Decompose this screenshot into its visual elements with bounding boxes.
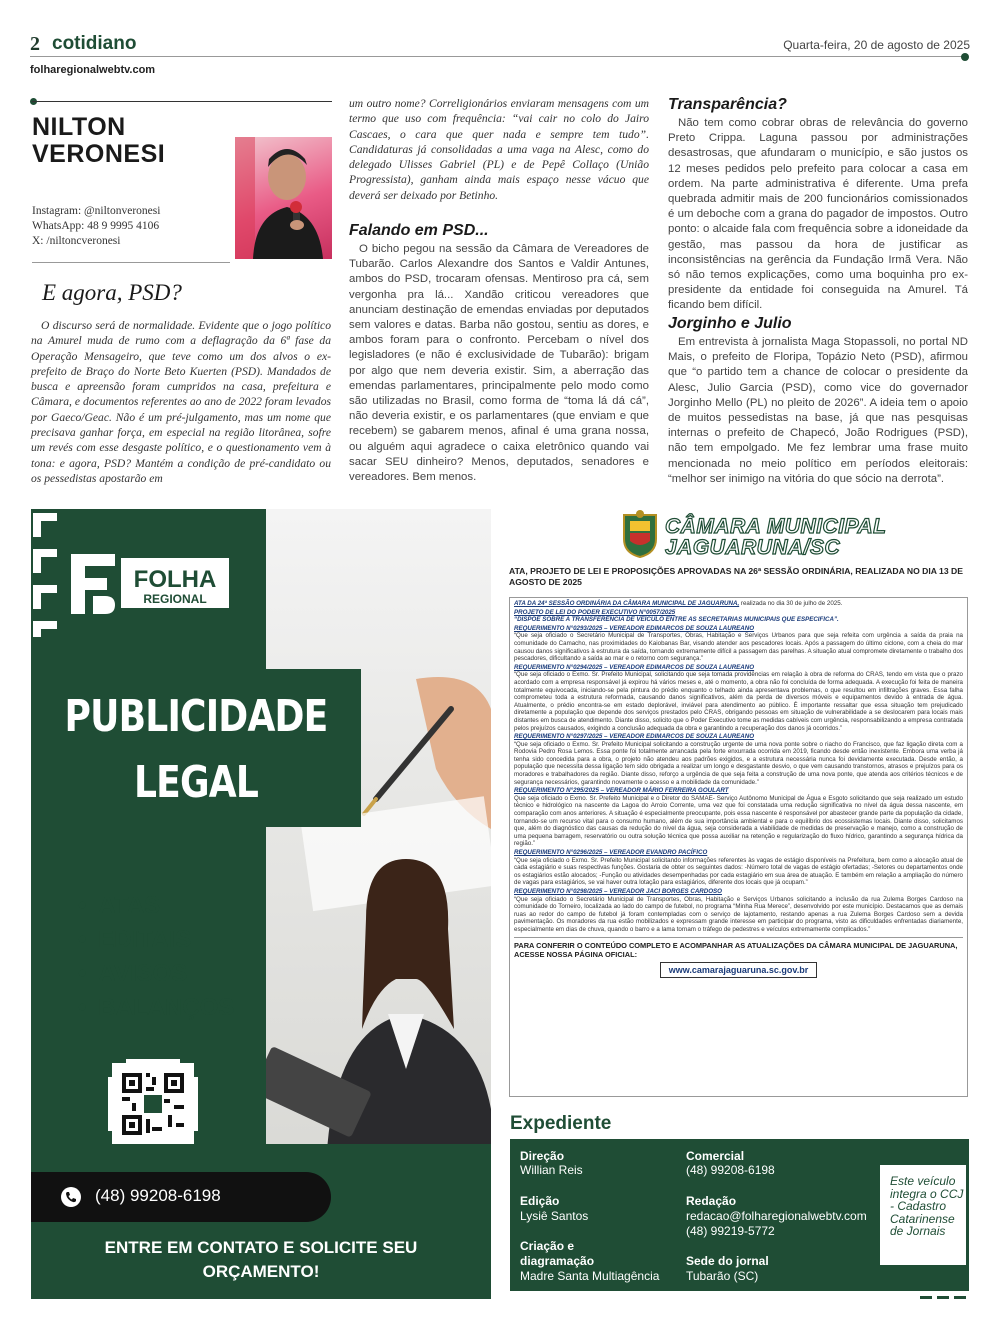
issue-date: Quarta-feira, 20 de agosto de 2025	[783, 38, 970, 52]
comercial-label: Comercial	[686, 1149, 745, 1163]
ata-content-box	[509, 597, 968, 1097]
edicao-label: Edição	[520, 1194, 560, 1208]
project-description: “DISPÕE SOBRE A TRANSFERÊNCIA DE VEÍCULO ENTRE AS SECRETARIAS MUNICIPAIS QUE ESPECIFICA”.	[514, 616, 839, 624]
ad-photo	[266, 509, 491, 1169]
ad-service-item: • ATAS	[78, 889, 234, 923]
ad-title-line-2: LEGAL	[133, 757, 259, 808]
column-title: E agora, PSD?	[42, 280, 182, 305]
camara-website-link[interactable]: www.camarajaguaruna.sc.gov.br	[660, 962, 818, 978]
sede-label: Sede do jornal	[686, 1254, 769, 1268]
criacao-label: Criação e diagramação	[520, 1239, 595, 1268]
folha-regional-logo-icon	[71, 554, 231, 614]
site-url[interactable]: folharegionalwebtv.com	[30, 64, 156, 76]
column-paragraph-3: O bicho pegou na sessão da Câmara de Vereadores de Tubarão. Carlos Alexandre dos Santos e Valdir Antunes, ambos do PSD, trocaram ofensas. Mentiroso pra cá, sem vergonha pra lá... Xandão criticou vereadores que anunciam destinação de emendas enviadas por deputados sem valores e datas. Barba não gostou, sentiu as dores, e ambos foram para o confronto. Percebam o nível dos legisladores (e não é exclusividade de Tubarão): brigam por algo que nem deveria existir. Sim, a aberração das emendas parlamentares, principalmente pelo modo como são utilizadas no Brasil, como forma de “toma lá dá cá”, não deveria existir, e os parlamentares (que enviam e que recebem) se gabarem menos, afinal é uma grana nossa, ou alguém aqui agradece o caixa eletrônico quando vai sacar SEU dinheiro? Menos, deputados, senadores e vereadores. Bem menos.	[349, 243, 649, 484]
ata-date: realizada no dia 30 de julho de 2025.	[739, 600, 843, 607]
column-rule	[32, 101, 332, 102]
redacao-label: Redação	[686, 1194, 737, 1208]
ad-title	[61, 684, 332, 816]
camara-name-line-2: JAGUARUNA/SC	[665, 536, 841, 559]
ad-service-item: • EDITAIS	[78, 923, 234, 957]
header-rule-dot	[961, 53, 969, 61]
camara-name-line-1: CÂMARA MUNICIPAL	[665, 515, 887, 538]
requerimento-title: REQUERIMENTO N°0296/2025 – VEREADOR EVANDRO PACÍFICO	[514, 849, 708, 856]
logo-word-folha: FOLHA	[133, 566, 217, 593]
direcao-value: Willian Reis	[520, 1163, 583, 1177]
ad-service-item: • AVISOS	[78, 957, 234, 991]
column-paragraph-2: um outro nome? Correligionários enviaram mensagens com um termo que uso com frequência: “vai cair no colo do Jairo Cascaes, o cara que quer nada e sempre tem tudo”. Candidaturas já consolidadas a uma vaga na Alesc, como do delegado Ulisses Gabriel (PL) e de Pepê Collaço (União Progressista), ganham ainda mais espaço nesse vácuo que deverá ser deixado por Betinho.	[349, 97, 649, 202]
redacao-phone[interactable]: (48) 99219-5772	[686, 1224, 775, 1238]
requerimento-text: “Que seja oficiado o Exmo. Sr. Prefeito Municipal solicitando informações referentes às vagas de estágio disponíveis na Prefeitura, bem como a alocação atual de cada estagiário e suas respectivas funções. Gostaria de obter os seguintes dados: -Número total de vagas de estágio ofertadas; -Setores ou departamentos onde os estagiários estão alocados; -Função ou atividades desempenhadas por cada estagiário em sua área de atuação. E também em relação a ampliação do número de vagas para estagiários, se vai haver outra lotação para estagiários, diferente dos locais que já ocupam.”	[514, 856, 963, 887]
ad-corner-pattern	[31, 509, 61, 639]
criacao-value: Madre Santa Multiagência	[520, 1269, 660, 1283]
redacao-email[interactable]: redacao@folharegionalwebtv.com	[686, 1209, 867, 1223]
coat-of-arms-icon	[620, 509, 660, 559]
author-contacts	[32, 204, 160, 249]
requerimento-text: “Que seja oficiado o Secretário Municipal de Transportes, Obras, Habitação e Serviços Urbanos solicitando a inclusão da rua Zulema Borges Cardoso na comunidade do Torneiro, localizada ao lado do campo de futebol, no programa “Minha Rua Merece”, desenvolvido por este município. Destacamos que as demais ruas ao redor do campo de futebol já foram contempladas com o serviço de lajotamento, restando apenas a rua Zulema Borges Cardoso sem a devida pavimentação. Os moradores da rua estão mobilizados e expressam grande interesse em participar do programa, visto as dificuldades enfrentadas diariamente, especialmente em dias de chuva, quando o barro e a lama tornam o tráfego de pedestres e veículos extremamente complicados.”	[514, 895, 963, 933]
section-title: cotidiano	[52, 33, 137, 54]
ad-service-item: • BALANÇOS	[78, 991, 234, 1025]
businesswoman-photo-icon	[266, 509, 491, 1169]
requerimento-title: REQUERIMENTO N°0297/2025 – VEREADOR EDIMARCOS DE SOUZA LAUREANO	[514, 733, 755, 741]
camara-headline: ATA, PROJETO DE LEI E PROPOSIÇÕES APROVADAS NA 26ª SESSÃO ORDINÁRIA, REALIZADA NO DIA 13 DE AGOSTO DE 2025	[509, 566, 963, 587]
sede-value: Tubarão (SC)	[686, 1269, 759, 1283]
requerimento-text: Que seja oficiado o Exmo. Sr. Prefeito Municipal e o Diretor do SAMAE- Serviço Autônomo Municipal de Água e Esgoto solicitando que seja realizado um estudo técnico e hidrológico na nascente da Lagoa do Arroio Corrente, uma vez que foi constatada uma redução significativa no nível da água dessa nascente, em comparação com anos anteriores. A situação é especialmente preocupante, pois essa nascente é responsável por abastecer grande parte da população da cidade, tornando-se um recurso vital para o consumo humano, além de sua importância ambiental e para o equilíbrio dos ecossistemas locais. Diante disso, solicitamos que, além do diagnóstico das causas da redução do nível da água, seja considerada a viabilidade de medidas de preservação e manejo, como a construção de uma pequena barragem, reservatório ou outra solução técnica que possa auxiliar na retenção e regularização do fluxo hídrico, garantindo a segurança hídrica da região.”	[514, 794, 963, 848]
subheading-jorginho-julio: Jorginho e Julio	[668, 315, 792, 332]
geometric-pattern-icon	[31, 509, 61, 639]
comercial-phone[interactable]: (48) 99208-6198	[686, 1163, 775, 1177]
folha-regional-logo	[71, 554, 231, 614]
camara-coat-of-arms	[620, 509, 660, 559]
page-number: 2	[30, 33, 40, 55]
qr-code[interactable]	[108, 1059, 198, 1149]
expediente-title: Expediente	[510, 1113, 612, 1134]
whatsapp-number[interactable]: WhatsApp: 48 9 9995 4106	[32, 220, 160, 232]
page-end-marker	[920, 1296, 968, 1299]
column-paragraph-4: Não tem como cobrar obras de relevância do governo Preto Crippa. Laguna passou por administrações desastrosas, que afundaram o município, e são justos os 12 meses pedidos pelo prefeito para colocar a casa em ordem. Na parte administrativa é diferente. Uma prefa quebrada admitir mais de 200 funcionários comissionados é um deboche com a grana do pagador de impostos. Outro ponto: o alcaide fala com frequência sobre a idoneidade da gestão, mas passou da hora de justificar as inconsistências na gerência da Fundação Irmã Vera. Não só não temos explicações, como uma boquinha pro ex-presidente da entidade foi conseguida na Amurel. Tá ficando bem difícil.	[668, 117, 968, 312]
column-paragraph-5: Em entrevista à jornalista Maga Stopassoli, no portal ND Mais, o prefeito de Floripa, Topázio Neto (PSD), afirmou que “o partido tem a chance de colocar o presidente da Alesc, Julio Garcia (PSD), como vice do governador Jorginho Mello (PL) no pleito de 2026”. A ideia tem o apoio de muitos pessedistas na base, já que nas pesquisas internas o prefeito de Chapecó, João Rodrigues (PSD), não tem empolgado. Me fez lembrar uma frase muito mencionada no meio político em períodos eleitorais: “melhor ser inimigo na vitória do que sócio na derrota”.	[668, 336, 968, 485]
x-handle[interactable]: X: /niltoncveronesi	[32, 235, 121, 247]
camara-footer-text: PARA CONFERIR O CONTEÚDO COMPLETO E ACOMPANHAR AS ATUALIZAÇÕES DA CÂMARA MUNICIPAL DE JAGUARUNA, ACESSE NOSSA PÁGINA OFICIAL:	[514, 937, 963, 959]
requerimento-text: “Que seja oficiado o Exmo. Sr. Prefeito Municipal, solicitando que seja tomada providências em relação à obra de reforma do CRAS, tendo em vista que o prazo acordado com a empresa responsável já expirou há vários meses e, até o momento, a obra não foi concluída de forma adequada. A execução foi feita de maneira totalmente equivocada, iniciando-se pela pintura do prédio enquanto o telhado ainda apresentava problemas, o que resultou em infiltrações graves. Essa falha comprometeu toda a estrutura reformada, causando danos significativos, além da perda de diversos móveis e equipamentos devido à entrada de água. Atualmente, o prédio encontra-se em estado deplorável, inviável para atendimento ao público. É importante ressaltar que essa situação tem prejudicado diretamente a população que depende dos serviços prestados pelo CRAS, obrigando pessoas em situação de vulnerabilidade a se deslocarem para locais mais distantes em busca de atendimento. Diante disso, solicito que o Poder Executivo tome as medidas cabíveis com urgência, responsabilizando a empresa contratada pelos prejuízos causados, exigindo a conclusão adequada da obra e garantindo a recuperação dos danos já ocorridos.”	[514, 671, 963, 732]
author-last-name: VERONESI	[32, 140, 166, 168]
header-rule	[30, 56, 965, 57]
author-name	[32, 114, 232, 168]
ad-phone-number[interactable]: (48) 99208-6198	[95, 1186, 221, 1205]
requerimento-title: REQUERIMENTO N°295/2025 – VEREADOR MÁRIO FERREIRA GOULART	[514, 787, 729, 795]
requerimento-title: REQUERIMENTO N°0293/2025 – VEREADOR EDIMARCOS DE SOUZA LAUREANO	[514, 624, 755, 632]
contact-divider	[32, 262, 230, 263]
ccj-note: Este veículo integra o CCJ - Cadastro Catarinense de Jornais	[880, 1165, 966, 1265]
author-portrait-icon	[235, 137, 332, 259]
author-photo	[235, 137, 332, 259]
qr-code-icon	[108, 1059, 198, 1149]
direcao-label: Direção	[520, 1149, 565, 1163]
ad-phone-bar[interactable]	[31, 1172, 331, 1222]
author-first-name: NILTON	[32, 113, 126, 141]
phone-icon	[61, 1187, 81, 1207]
ad-services-list	[78, 889, 234, 1025]
camara-name	[665, 516, 886, 558]
ad-title-line-1: PUBLICIDADE	[64, 691, 328, 742]
legal-advertising-ad	[31, 509, 491, 1299]
logo-word-regional: REGIONAL	[143, 592, 207, 606]
requerimento-text: “Que seja oficiado o Secretário Municipal de Transportes, Obras, Habitação e Serviços Urbanos para que seja refeita com urgência a saída da praia na comunidade do Camacho, nas proximidades do Kaiobanas Bar, visando atender aos pescadores locais. Após a passagem do último ciclone, com a cheia do mar causou danos significativos à estrutura da saída, tornando extremamente difícil a passagem das parelhas. A situação atual compromete diretamente o trabalho dos pescadores, dificultando a saída ao mar e o retorno com segurança.”	[514, 632, 963, 663]
requerimento-title: REQUERIMENTO N°0298/2025 – VEREADOR JACI BORGES CARDOSO	[514, 887, 722, 895]
column-paragraph-1: O discurso será de normalidade. Evidente que o jogo político na Amurel muda de rumo com a deflagração da 6ª fase da Operação Mensageiro, que teve como um dos alvos o ex-prefeito de Braço do Norte Beto Kuerten (PSD). Mandados de busca e apreensão foram cumpridos na casa, prefeitura e Câmara, e documentos referentes ao ano de 2022 foram levados por Gaeco/Geac. Não é um pré-julgamento, mas um nome que precisava ganhar força, em especial na região litorânea, sofre um revés com esse desgaste político, e o questionamento vem à tona: e agora, PSD? Mantém a condição de pré-candidato ou os pessedistas apostarão em	[31, 319, 331, 485]
ata-title: ATA DA 24ª SESSÃO ORDINÁRIA DA CÂMARA MUNICIPAL DE JAGUARUNA,	[514, 600, 740, 607]
subheading-falando-psd: Falando em PSD...	[349, 222, 489, 239]
ad-call-to-action: ENTRE EM CONTATO E SOLICITE SEU ORÇAMENTO!	[104, 1238, 418, 1281]
subheading-transparencia: Transparência?	[668, 96, 787, 113]
requerimento-text: “Que seja oficiado o Exmo. Sr. Prefeito Municipal solicitando a construção urgente de uma nova ponte sobre o riacho do Francisco, que faz ligação direta com a Rodovia Pedro Rosa Lemos. Essa ponte foi totalmente arrancada pela forte enxurrada ocorrida em 2019, ficando desde então inexistente. Embora uma verba já tenha sido concedida para a obra, o projeto não atendeu aos padrões exigidos, e a estrutura necessária nunca foi devidamente executada. Desde então, a população que necessita dessa ligação tem sido obrigada a realizar um longo e desgastante desvio, o que vem causando transtornos, atrasos e prejuízos para os moradores e trabalhadores da região. Diante disso, reforço a urgência de que seja feita a construção de uma nova ponte, que atenda aos critérios técnicos e de segurança necessários, garantindo novamente o acesso e a mobilidade da comunidade.”	[514, 740, 963, 786]
instagram-handle[interactable]: Instagram: @niltonveronesi	[32, 205, 161, 217]
edicao-value: Lysiê Santos	[520, 1209, 589, 1223]
requerimento-title: REQUERIMENTO N°0294/2025 – VEREADOR EDIMARCOS DE SOUZA LAUREANO	[514, 663, 755, 671]
project-title: PROJETO DE LEI DO PODER EXECUTIVO N°0057/2025	[514, 608, 676, 616]
